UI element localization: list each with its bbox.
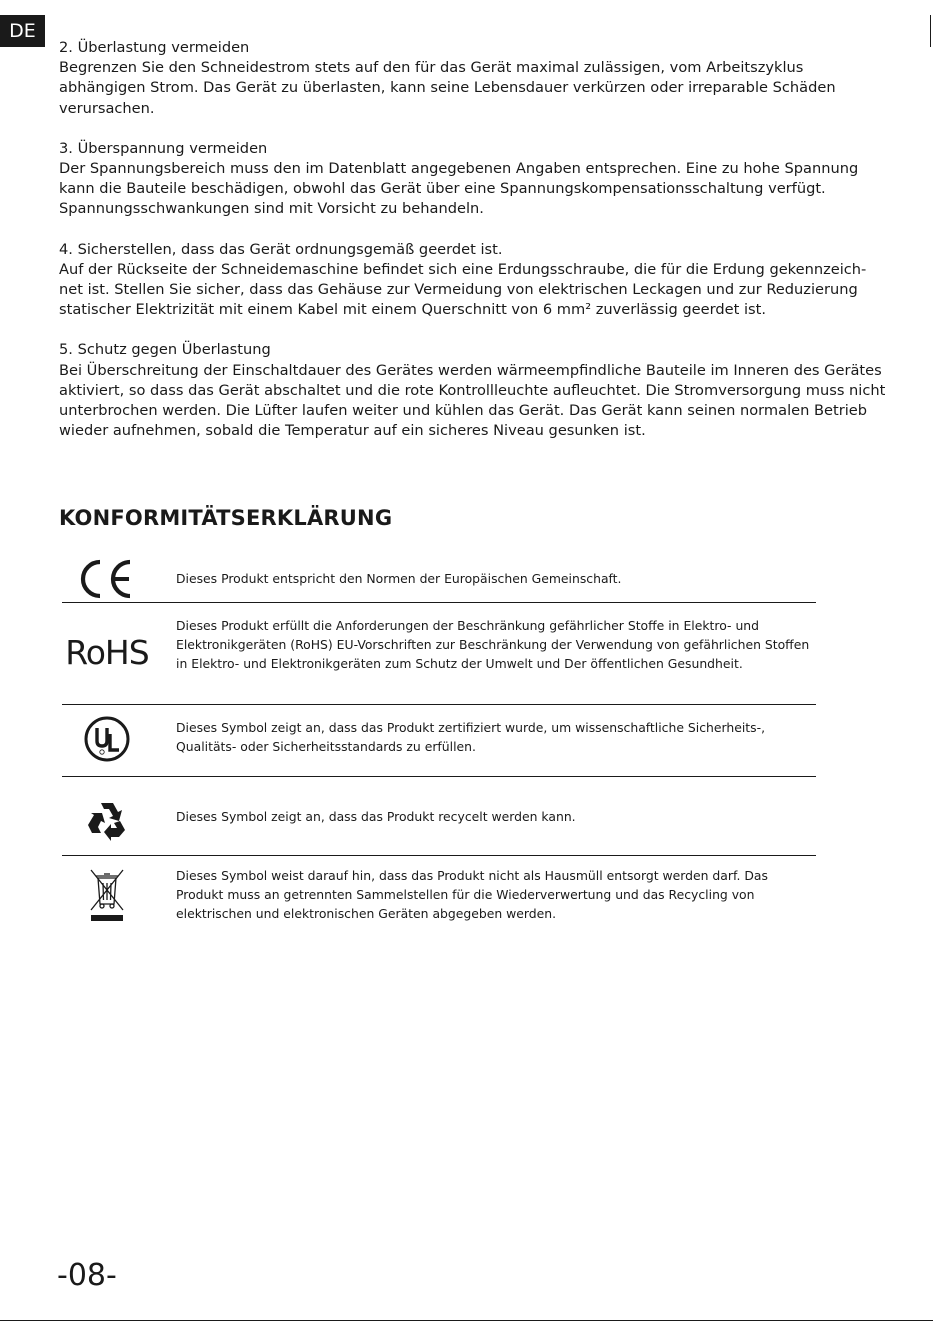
- row-divider: [62, 704, 816, 705]
- row-divider: [62, 855, 816, 856]
- conformity-row-text: Dieses Symbol weist darauf hin, dass das Produkt nicht als Hausmüll entsorgt werden darf. Das Produkt muss an getrennten Sammelstellen für die Wiederverwertung und das Recycling von elektrischen und elektronischen Geräten abgegeben werden.: [176, 868, 768, 921]
- conformity-row-recycle: [62, 790, 816, 846]
- section-title: 3. Überspannung vermeiden: [59, 139, 268, 157]
- conformity-row-text: Dieses Symbol zeigt an, dass das Produkt zertifiziert wurde, um wissenschaftliche Sicherheits-, Qualitäts- oder Sicherheitsstandards zu erfüllen.: [176, 720, 766, 754]
- row-divider: [62, 602, 816, 603]
- conformity-row-text: Dieses Produkt entspricht den Normen der Europäischen Gemeinschaft.: [176, 571, 622, 586]
- recycle-icon: [62, 796, 152, 844]
- section-title: 2. Überlastung vermeiden: [59, 39, 250, 56]
- section-body: Der Spannungsbereich muss den im Datenblatt angegebenen Angaben entsprechen. Eine zu hohe Spannung kann die Bauteile beschädigen, obwohl das Gerät über eine Spannungskompensationsschaltung verfügt. Spannungsschwankungen sind mit Vorsicht zu behandeln.: [59, 160, 859, 218]
- bottom-rule: [0, 1320, 933, 1321]
- page-number: -08-: [57, 1258, 117, 1293]
- section-overload: [59, 38, 889, 119]
- row-divider: [62, 776, 816, 777]
- safety-sections: [59, 38, 889, 461]
- conformity-row-weee: [62, 866, 816, 928]
- section-title: 5. Schutz gegen Überlastung: [59, 341, 271, 359]
- weee-bin-icon: [62, 866, 152, 924]
- conformity-row-rohs: [62, 614, 816, 694]
- conformity-row-text: Dieses Produkt erfüllt die Anforderungen der Beschränkung gefährlicher Stoffe in Elektro- und Elektronikgeräten (RoHS) EU-Vorschriften zur Beschränkung der Verwendung von gefährlichen Stoffen in Elektro- und Elektronikgeräten zum Schutz der Umwelt und Der öffentlichen Gesundheit.: [176, 618, 810, 671]
- conformity-row-text: Dieses Symbol zeigt an, dass das Produkt recycelt werden kann.: [176, 809, 576, 824]
- rohs-logo: [62, 632, 152, 672]
- edge-rule: [930, 15, 931, 47]
- section-overvoltage: [59, 139, 889, 220]
- ul-mark-icon: [62, 716, 152, 762]
- section-title: 4. Sicherstellen, dass das Gerät ordnungsgemäß geerdet ist.: [59, 240, 503, 258]
- section-grounding: [59, 240, 889, 321]
- ce-mark-icon: [62, 555, 152, 603]
- section-body: Bei Überschreitung der Einschaltdauer des Gerätes werden wärmeempfindliche Bauteile im Inneren des Gerätes aktiviert, so dass das Gerät abschaltet und die rote Kontrollleuchte aufleuchtet. Die Stromversorgung muss nicht unterbrochen werden. Die Lüfter laufen weiter und kühlen das Gerät. Das Gerät kann seinen normalen Betrieb wieder aufnehmen, sobald die Temperatur auf ein sicheres Niveau gesunken ist.: [59, 361, 886, 440]
- section-overload-protection: [59, 340, 889, 441]
- conformity-heading: KONFORMITÄTSERKLÄRUNG: [59, 506, 393, 530]
- rohs-logo-text: RoHS: [65, 632, 149, 672]
- conformity-row-ce: [62, 555, 816, 603]
- conformity-row-ul: [62, 712, 816, 770]
- section-body: Auf der Rückseite der Schneidemaschine befindet sich eine Erdungsschraube, die für die Erdung gekennzeich-net ist. Stellen Sie sicher, dass das Gehäuse zur Vermeidung von elektrischen Leckagen und zur Reduzierung statischer Elektrizität mit einem Kabel mit einem Querschnitt von 6 mm² zuverlässig geerdet ist.: [59, 260, 867, 319]
- section-body: Begrenzen Sie den Schneidestrom stets auf den für das Gerät maximal zulässigen, vom Arbeitszyklus abhängigen Strom. Das Gerät zu überlasten, kann seine Lebensdauer verkürzen oder irreparable Schäden verursachen.: [59, 59, 836, 117]
- language-tab: DE: [0, 15, 45, 47]
